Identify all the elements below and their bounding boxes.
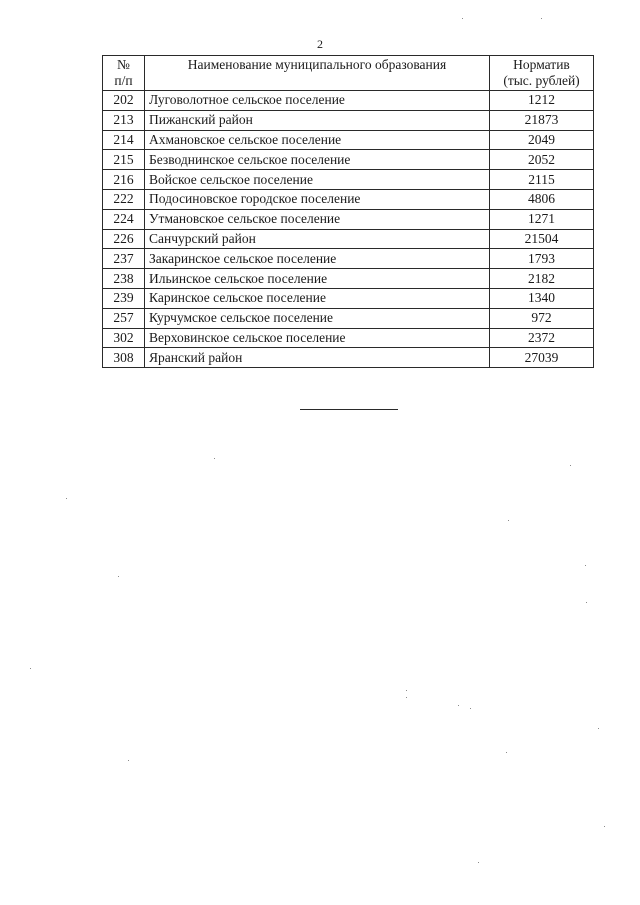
row-name: Утмановское сельское поселение [145,209,490,229]
scan-speck [406,690,407,691]
scan-speck [586,602,587,603]
row-value: 4806 [490,189,594,209]
scan-speck [598,728,599,729]
table-row [103,170,594,190]
row-number: 308 [103,348,145,368]
row-value: 1340 [490,288,594,308]
scan-speck [462,18,463,19]
row-number: 216 [103,170,145,190]
row-value: 972 [490,308,594,328]
column-header-name: Наименование муниципального образования [145,56,490,91]
column-header-value-line2: (тыс. рублей) [503,73,580,88]
end-of-table-divider [300,409,398,410]
column-header-value-line1: Норматив [513,57,570,72]
scan-speck [406,697,407,698]
row-number: 237 [103,249,145,269]
table-row [103,328,594,348]
row-number: 226 [103,229,145,249]
scan-speck [506,752,507,753]
table-row [103,229,594,249]
scan-speck [470,708,471,709]
table-header [103,56,594,91]
row-name: Яранский район [145,348,490,368]
row-name: Войское сельское поселение [145,170,490,190]
row-value: 21873 [490,110,594,130]
row-number: 238 [103,269,145,289]
row-number: 215 [103,150,145,170]
table-header-row [103,56,594,91]
table-row [103,348,594,368]
scan-speck [541,18,542,19]
norm-table [102,55,594,368]
table-row [103,150,594,170]
table-row [103,130,594,150]
scan-speck [478,862,479,863]
row-name: Каринское сельское поселение [145,288,490,308]
row-number: 213 [103,110,145,130]
scan-speck [214,458,215,459]
row-name: Пижанский район [145,110,490,130]
scan-speck [128,760,129,761]
table-row [103,249,594,269]
table-row [103,91,594,111]
scan-speck [570,465,571,466]
row-number: 222 [103,189,145,209]
row-number: 224 [103,209,145,229]
row-name: Верховинское сельское поселение [145,328,490,348]
column-header-number [103,56,145,91]
row-name: Ильинское сельское поселение [145,269,490,289]
row-name: Подосиновское городское поселение [145,189,490,209]
row-number: 302 [103,328,145,348]
row-value: 1793 [490,249,594,269]
row-name: Санчурский район [145,229,490,249]
scan-speck [585,565,586,566]
row-name: Курчумское сельское поселение [145,308,490,328]
row-number: 257 [103,308,145,328]
row-value: 1212 [490,91,594,111]
table-row [103,209,594,229]
scan-speck [458,705,459,706]
scan-speck [66,498,67,499]
column-header-number-line1: № [117,57,130,72]
row-value: 21504 [490,229,594,249]
row-value: 2052 [490,150,594,170]
row-number: 239 [103,288,145,308]
table-body [103,91,594,368]
table-row [103,288,594,308]
row-value: 27039 [490,348,594,368]
scan-speck [508,520,509,521]
row-name: Луговолотное сельское поселение [145,91,490,111]
row-name: Ахмановское сельское поселение [145,130,490,150]
row-name: Закаринское сельское поселение [145,249,490,269]
row-value: 2049 [490,130,594,150]
page-number: 2 [317,37,323,51]
scan-speck [118,576,119,577]
scan-speck [604,826,605,827]
row-value: 1271 [490,209,594,229]
table-row [103,110,594,130]
table-row [103,308,594,328]
row-value: 2372 [490,328,594,348]
table-row [103,189,594,209]
row-number: 214 [103,130,145,150]
row-value: 2115 [490,170,594,190]
row-value: 2182 [490,269,594,289]
column-header-value [490,56,594,91]
scan-speck [30,668,31,669]
row-number: 202 [103,91,145,111]
row-name: Безводнинское сельское поселение [145,150,490,170]
table-row [103,269,594,289]
column-header-number-line2: п/п [114,73,133,88]
